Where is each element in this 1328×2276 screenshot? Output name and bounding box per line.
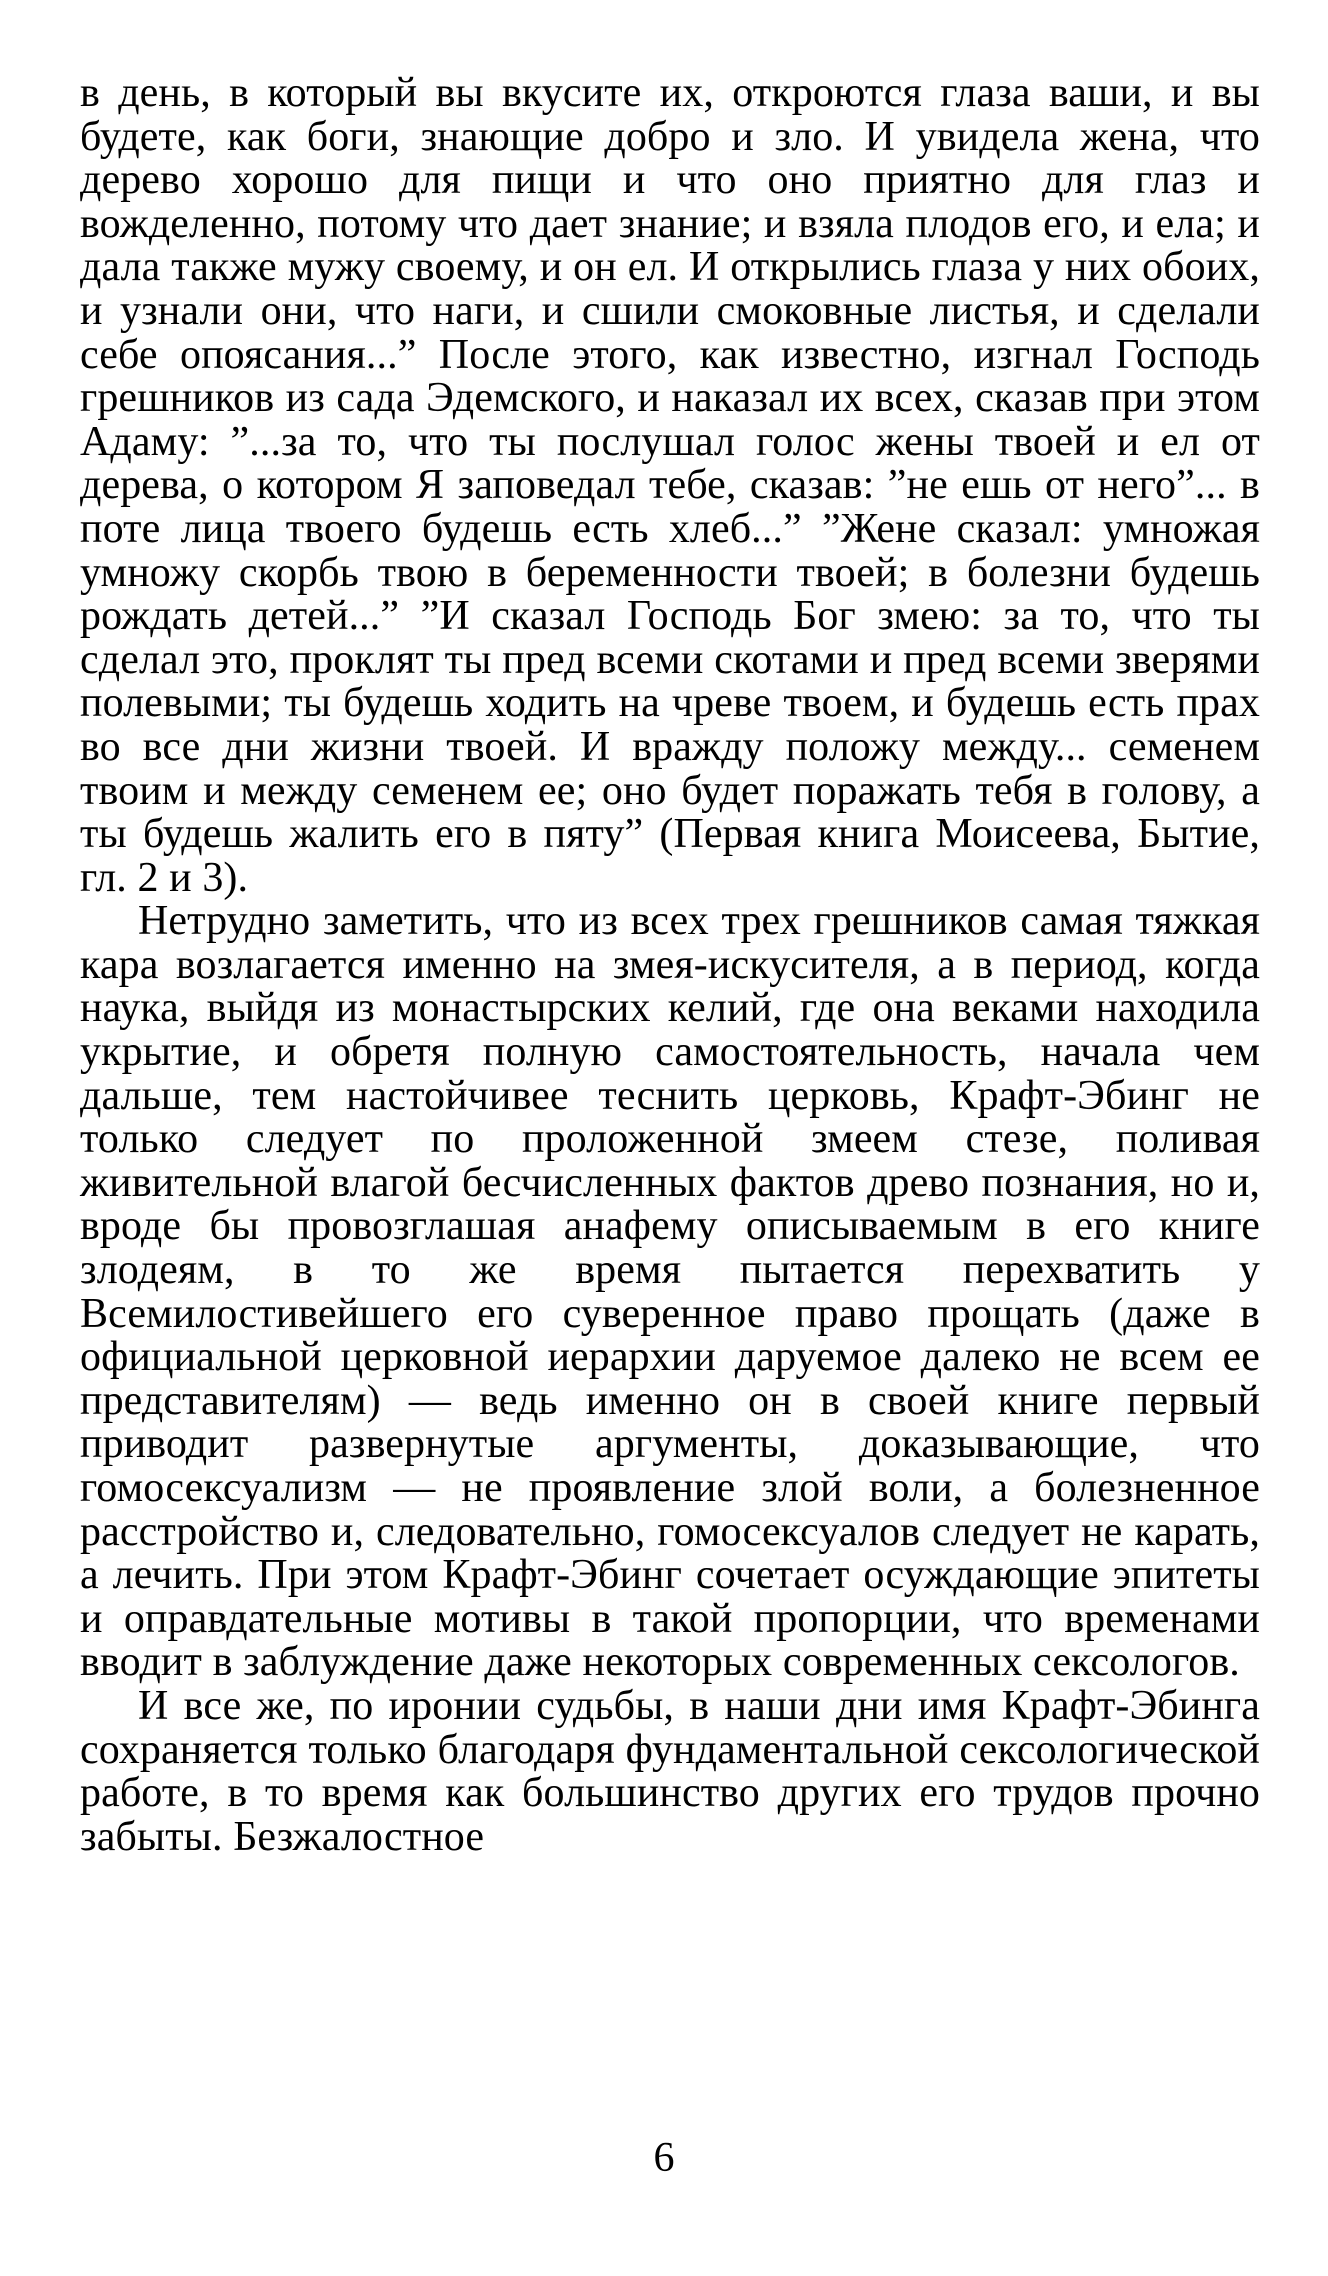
paragraph-2: Нетрудно заметить, что из всех трех грешников самая тяжкая кара возлагается именно на змея-искусителя, а в период, когда наука, выйдя из монастырских келий, где она веками находила укрытие, и обретя полную самостоятельность, начала чем дальше, тем настойчивее теснить церковь, Крафт-Эбинг не только следует по проложенной змеем стезе, поливая живительной влагой бесчисленных фактов древо познания, но и, вроде бы провозглашая анафему описываемым в его книге злодеям, в то же время пытается перехватить у Всемилостивейшего его суверенное право прощать (даже в официальной церковной иерархии даруемое далеко не всем ее представителям) — ведь именно он в своей книге первый приводит развернутые аргументы, доказывающие, что гомосексуализм — не проявление злой воли, а болезненное расстройство и, следовательно, гомосексуалов следует не карать, а лечить. При этом Крафт-Эбинг сочетает осуждающие эпитеты и оправдательные мотивы в такой пропорции, что временами вводит в заблуждение даже некоторых современных сексологов. — [80, 898, 1260, 1686]
page-number: 6 — [653, 2135, 675, 2181]
paragraph-3: И все же, по иронии судьбы, в наши дни имя Крафт-Эбинга сохраняется только благодаря фундаментальной сексологической работе, в то время как большинство других его трудов прочно забыты. Безжалостное — [80, 1682, 1260, 1860]
paragraph-1: в день, в который вы вкусите их, откроются глаза ваши, и вы будете, как боги, знающие добро и зло. И увидела жена, что дерево хорошо для пищи и что оно приятно для глаз и вожделенно, потому что дает знание; и взяла плодов его, и ела; и дала также мужу своему, и он ел. И открылись глаза у них обоих, и узнали они, что наги, и сшили смоковные листья, и сделали себе опоясания...” После этого, как известно, изгнал Господь грешников из сада Эдемского, и наказал их всех, сказав при этом Адаму: ”...за то, что ты послушал голос жены твоей и ел от дерева, о котором Я заповедал тебе, сказав: ”не ешь от него”... в поте лица твоего будешь есть хлеб...” ”Жене сказал: умножая умножу скорбь твою в беременности твоей; в болезни будешь рождать детей...” ”И сказал Господь Бог змею: за то, что ты сделал это, проклят ты пред всеми скотами и пред всеми зверями полевыми; ты будешь ходить на чреве твоем, и будешь есть прах во все дни жизни твоей. И вражду положу между... семенем твоим и между семенем ее; оно будет поражать тебя в голову, а ты будешь жалить его в пяту” (Первая книга Моисеева, Бытие, гл. 2 и 3). — [80, 70, 1260, 901]
page-body — [80, 72, 1260, 1859]
